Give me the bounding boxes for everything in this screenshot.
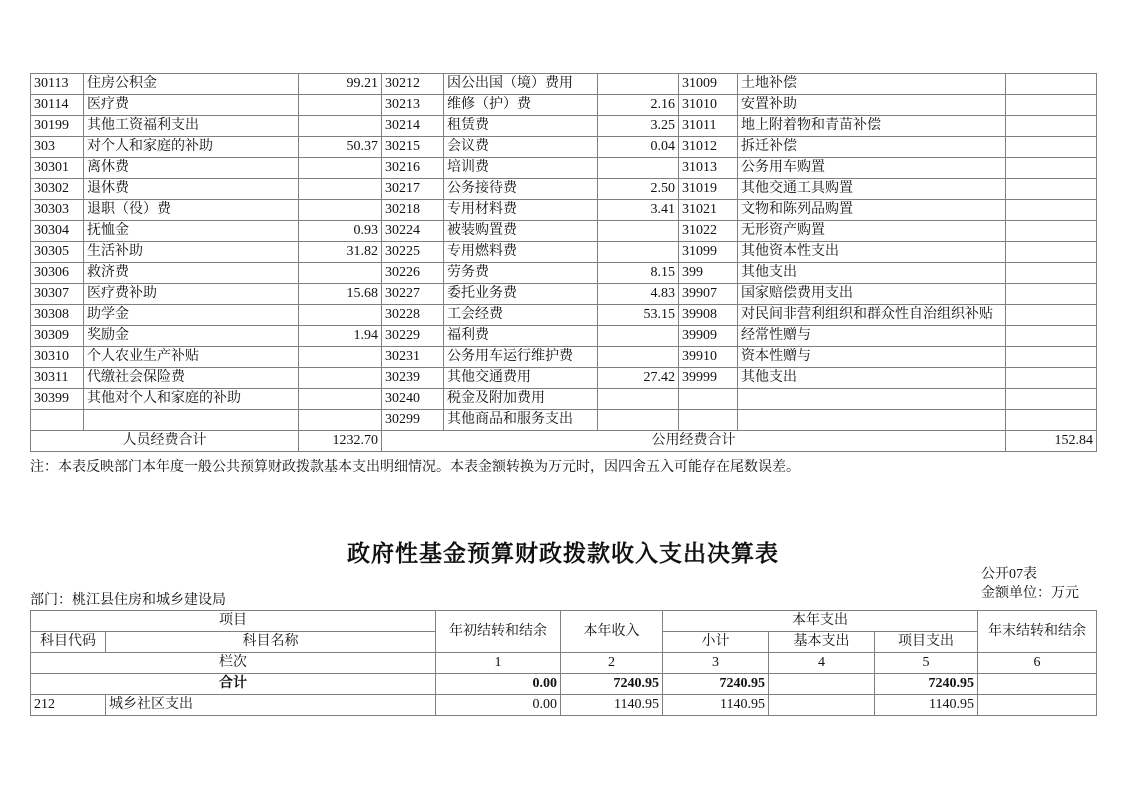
column-index: 5 — [875, 653, 978, 674]
cell-code: 31013 — [679, 158, 738, 179]
cell-value: 1140.95 — [561, 695, 663, 716]
cell-amount — [299, 179, 382, 200]
cell-name: 培训费 — [444, 158, 598, 179]
cell-code: 31099 — [679, 242, 738, 263]
total-value: 7240.95 — [875, 674, 978, 695]
cell-amount — [299, 389, 382, 410]
cell-code: 30305 — [31, 242, 84, 263]
cell-name: 租赁费 — [444, 116, 598, 137]
cell-code: 30301 — [31, 158, 84, 179]
cell-code: 39908 — [679, 305, 738, 326]
header-year-expend: 本年支出 — [663, 611, 978, 632]
cell-name: 税金及附加费用 — [444, 389, 598, 410]
cell-amount — [299, 95, 382, 116]
cell-amount — [598, 242, 679, 263]
cell-amount — [1006, 179, 1097, 200]
table-row — [31, 95, 1097, 116]
cell-name: 生活补助 — [84, 242, 299, 263]
cell-name: 其他交通工具购置 — [738, 179, 1006, 200]
cell-name: 资本性赠与 — [738, 347, 1006, 368]
cell-code: 30303 — [31, 200, 84, 221]
cell-name — [738, 389, 1006, 410]
personnel-total-label: 人员经费合计 — [31, 431, 299, 452]
cell-name: 其他交通费用 — [444, 368, 598, 389]
cell-amount — [598, 389, 679, 410]
cell-name: 公务用车运行维护费 — [444, 347, 598, 368]
cell-amount — [1006, 263, 1097, 284]
cell-code: 30213 — [382, 95, 444, 116]
column-index: 4 — [769, 653, 875, 674]
cell-amount — [1006, 326, 1097, 347]
cell-name: 拆迁补偿 — [738, 137, 1006, 158]
cell-amount: 99.21 — [299, 74, 382, 95]
cell-amount — [299, 263, 382, 284]
cell-name: 对个人和家庭的补助 — [84, 137, 299, 158]
fund-budget-table-wrap — [30, 610, 1097, 716]
table-row — [31, 221, 1097, 242]
cell-value: 1140.95 — [875, 695, 978, 716]
amount-unit: 金额单位：万元 — [981, 586, 1079, 601]
cell-name: 专用材料费 — [444, 200, 598, 221]
cell-name: 因公出国（境）费用 — [444, 74, 598, 95]
cell-code: 30228 — [382, 305, 444, 326]
cell-code: 30229 — [382, 326, 444, 347]
cell-code — [679, 389, 738, 410]
cell-code: 303 — [31, 137, 84, 158]
cell-amount — [1006, 116, 1097, 137]
grand-total-row — [31, 674, 1097, 695]
cell-value — [978, 695, 1097, 716]
cell-name: 离休费 — [84, 158, 299, 179]
header-year-begin: 年初结转和结余 — [436, 611, 561, 653]
cell-name: 代缴社会保险费 — [84, 368, 299, 389]
cell-code: 30214 — [382, 116, 444, 137]
cell-name: 安置补助 — [738, 95, 1006, 116]
cell-amount — [1006, 347, 1097, 368]
cell-code: 39999 — [679, 368, 738, 389]
cell-name: 对民间非营利组织和群众性自治组织补贴 — [738, 305, 1006, 326]
cell-code: 30218 — [382, 200, 444, 221]
table-row — [31, 305, 1097, 326]
cell-value — [769, 695, 875, 716]
cell-code: 30225 — [382, 242, 444, 263]
cell-amount — [1006, 74, 1097, 95]
cell-amount: 0.04 — [598, 137, 679, 158]
cell-code: 30306 — [31, 263, 84, 284]
header-project: 项目 — [31, 611, 436, 632]
grand-total-label: 合计 — [31, 674, 436, 695]
cell-name: 退休费 — [84, 179, 299, 200]
cell-name: 其他支出 — [738, 263, 1006, 284]
cell-name: 劳务费 — [444, 263, 598, 284]
cell-amount: 4.83 — [598, 284, 679, 305]
header-year-income: 本年收入 — [561, 611, 663, 653]
cell-amount — [1006, 242, 1097, 263]
table-row — [31, 74, 1097, 95]
cell-name: 文物和陈列品购置 — [738, 200, 1006, 221]
cell-amount — [1006, 158, 1097, 179]
header-row-1 — [31, 611, 1097, 632]
column-index: 2 — [561, 653, 663, 674]
cell-amount: 3.25 — [598, 116, 679, 137]
cell-amount — [598, 347, 679, 368]
cell-code: 31012 — [679, 137, 738, 158]
cell-code: 30215 — [382, 137, 444, 158]
table-row — [31, 200, 1097, 221]
total-value — [978, 674, 1097, 695]
public-total-label: 公用经费合计 — [382, 431, 1006, 452]
cell-value: 1140.95 — [663, 695, 769, 716]
total-value: 7240.95 — [561, 674, 663, 695]
column-index: 3 — [663, 653, 769, 674]
cell-name: 公务用车购置 — [738, 158, 1006, 179]
cell-code: 30227 — [382, 284, 444, 305]
cell-name: 救济费 — [84, 263, 299, 284]
cell-code: 31011 — [679, 116, 738, 137]
cell-code: 30239 — [382, 368, 444, 389]
cell-name — [738, 410, 1006, 431]
cell-amount — [299, 368, 382, 389]
cell-amount: 1.94 — [299, 326, 382, 347]
cell-code — [31, 410, 84, 431]
cell-amount — [598, 158, 679, 179]
table-row — [31, 158, 1097, 179]
cell-name: 医疗费补助 — [84, 284, 299, 305]
cell-amount — [299, 305, 382, 326]
header-subject-code: 科目代码 — [31, 632, 106, 653]
total-value: 0.00 — [436, 674, 561, 695]
table-row — [31, 179, 1097, 200]
cell-code: 212 — [31, 695, 106, 716]
cell-name: 助学金 — [84, 305, 299, 326]
cell-code: 31009 — [679, 74, 738, 95]
cell-amount — [299, 347, 382, 368]
cell-name: 退职（役）费 — [84, 200, 299, 221]
header-year-end: 年末结转和结余 — [978, 611, 1097, 653]
column-index-label: 栏次 — [31, 653, 436, 674]
cell-name: 维修（护）费 — [444, 95, 598, 116]
item-row — [31, 695, 1097, 716]
table-footnote: 注：本表反映部门本年度一般公共预算财政拨款基本支出明细情况。本表金额转换为万元时，因四舍五入可能存在尾数误差。 — [30, 460, 800, 475]
cell-name: 抚恤金 — [84, 221, 299, 242]
cell-code: 31021 — [679, 200, 738, 221]
cell-amount — [598, 410, 679, 431]
personnel-total-value: 1232.70 — [299, 431, 382, 452]
cell-code: 30216 — [382, 158, 444, 179]
cell-amount — [598, 326, 679, 347]
cell-amount — [299, 200, 382, 221]
cell-name: 医疗费 — [84, 95, 299, 116]
header-subject-name: 科目名称 — [106, 632, 436, 653]
header-project-expend: 项目支出 — [875, 632, 978, 653]
cell-name: 经常性赠与 — [738, 326, 1006, 347]
cell-amount — [299, 116, 382, 137]
table-row — [31, 263, 1097, 284]
cell-name: 委托业务费 — [444, 284, 598, 305]
cell-amount: 2.16 — [598, 95, 679, 116]
table-row — [31, 368, 1097, 389]
cell-code: 30299 — [382, 410, 444, 431]
cell-code: 30240 — [382, 389, 444, 410]
cell-amount: 0.93 — [299, 221, 382, 242]
cell-name: 工会经费 — [444, 305, 598, 326]
cell-name: 被装购置费 — [444, 221, 598, 242]
cell-amount — [1006, 410, 1097, 431]
cell-name — [84, 410, 299, 431]
cell-code: 31019 — [679, 179, 738, 200]
cell-name: 福利费 — [444, 326, 598, 347]
cell-code: 30399 — [31, 389, 84, 410]
cell-name: 地上附着物和青苗补偿 — [738, 116, 1006, 137]
cell-name: 其他商品和服务支出 — [444, 410, 598, 431]
cell-code: 30309 — [31, 326, 84, 347]
cell-code: 30304 — [31, 221, 84, 242]
cell-code: 30302 — [31, 179, 84, 200]
cell-amount — [299, 158, 382, 179]
table-row — [31, 284, 1097, 305]
cell-amount: 27.42 — [598, 368, 679, 389]
table-row — [31, 389, 1097, 410]
cell-name: 其他工资福利支出 — [84, 116, 299, 137]
table-row — [31, 137, 1097, 158]
totals-row — [31, 431, 1097, 452]
cell-code: 30217 — [382, 179, 444, 200]
cell-name: 会议费 — [444, 137, 598, 158]
cell-name: 个人农业生产补贴 — [84, 347, 299, 368]
cell-code: 30311 — [31, 368, 84, 389]
public-total-value: 152.84 — [1006, 431, 1097, 452]
cell-name: 国家赔偿费用支出 — [738, 284, 1006, 305]
cell-name: 无形资产购置 — [738, 221, 1006, 242]
table-row — [31, 326, 1097, 347]
cell-name: 其他支出 — [738, 368, 1006, 389]
cell-amount: 8.15 — [598, 263, 679, 284]
cell-amount — [1006, 305, 1097, 326]
cell-amount — [1006, 221, 1097, 242]
cell-code: 30224 — [382, 221, 444, 242]
cell-code: 30307 — [31, 284, 84, 305]
cell-name: 城乡社区支出 — [106, 695, 436, 716]
total-value — [769, 674, 875, 695]
cell-code: 31022 — [679, 221, 738, 242]
cell-code: 39910 — [679, 347, 738, 368]
cell-code: 30212 — [382, 74, 444, 95]
cell-amount: 50.37 — [299, 137, 382, 158]
cell-amount: 3.41 — [598, 200, 679, 221]
header-subtotal: 小计 — [663, 632, 769, 653]
cell-name: 其他对个人和家庭的补助 — [84, 389, 299, 410]
cell-name: 土地补偿 — [738, 74, 1006, 95]
cell-code: 39907 — [679, 284, 738, 305]
cell-name: 其他资本性支出 — [738, 242, 1006, 263]
cell-amount — [1006, 200, 1097, 221]
table-row — [31, 347, 1097, 368]
cell-name: 住房公积金 — [84, 74, 299, 95]
cell-amount — [1006, 95, 1097, 116]
cell-amount — [1006, 389, 1097, 410]
table-row — [31, 410, 1097, 431]
cell-name: 奖励金 — [84, 326, 299, 347]
cell-code: 31010 — [679, 95, 738, 116]
table-row — [31, 116, 1097, 137]
cell-code: 30231 — [382, 347, 444, 368]
basic-expenditure-table — [30, 73, 1097, 452]
cell-value: 0.00 — [436, 695, 561, 716]
cell-amount — [299, 410, 382, 431]
page-title: 政府性基金预算财政拨款收入支出决算表 — [347, 541, 779, 566]
cell-amount — [1006, 137, 1097, 158]
table-row — [31, 242, 1097, 263]
total-value: 7240.95 — [663, 674, 769, 695]
cell-code: 399 — [679, 263, 738, 284]
cell-code: 30310 — [31, 347, 84, 368]
sheet-marks — [981, 565, 1079, 603]
cell-amount — [1006, 368, 1097, 389]
cell-amount: 31.82 — [299, 242, 382, 263]
column-index: 1 — [436, 653, 561, 674]
cell-code: 30226 — [382, 263, 444, 284]
sheet-number: 公开07表 — [981, 567, 1037, 582]
column-index: 6 — [978, 653, 1097, 674]
cell-code: 30308 — [31, 305, 84, 326]
cell-code: 30114 — [31, 95, 84, 116]
cell-amount: 53.15 — [598, 305, 679, 326]
header-basic-expend: 基本支出 — [769, 632, 875, 653]
cell-amount: 2.50 — [598, 179, 679, 200]
cell-amount — [598, 221, 679, 242]
cell-name: 公务接待费 — [444, 179, 598, 200]
cell-amount — [1006, 284, 1097, 305]
cell-amount — [598, 74, 679, 95]
cell-name: 专用燃料费 — [444, 242, 598, 263]
cell-code — [679, 410, 738, 431]
cell-code: 30199 — [31, 116, 84, 137]
basic-expenditure-table-wrap — [30, 73, 1097, 452]
department-line: 部门：桃江县住房和城乡建设局 — [30, 593, 226, 608]
fund-budget-table — [30, 610, 1097, 716]
cell-code: 30113 — [31, 74, 84, 95]
cell-code: 39909 — [679, 326, 738, 347]
cell-amount: 15.68 — [299, 284, 382, 305]
column-index-row — [31, 653, 1097, 674]
